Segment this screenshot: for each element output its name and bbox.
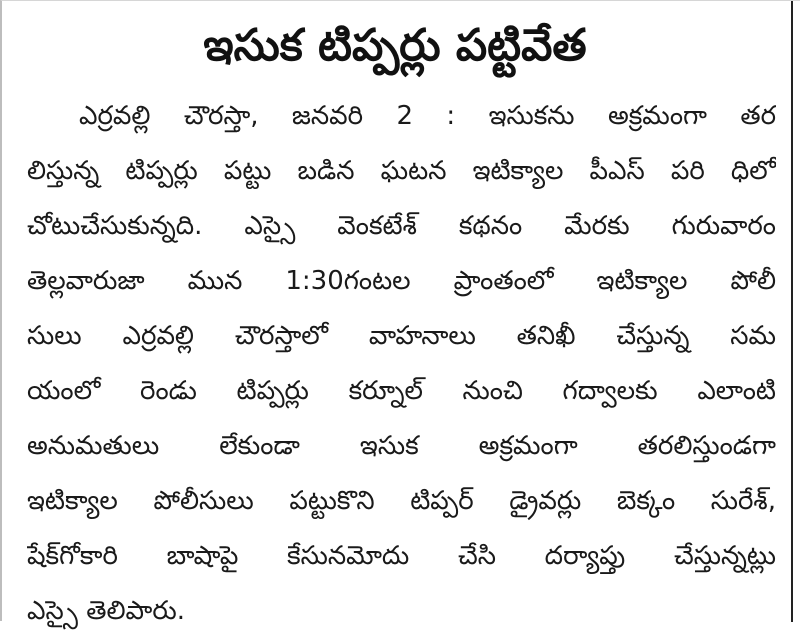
article-line: అనుమతులు లేకుండా ఇసుక అక్రమంగా తరలిస్తుండగా [27, 431, 776, 461]
article-line: ఎర్రవల్లి చౌరస్తా, జనవరి 2 : ఇసుకను అక్రమంగా తర [79, 101, 776, 131]
article-body [27, 89, 776, 639]
article-line: తెల్లవారుజా మున 1:30గంటల ప్రాంతంలో ఇటిక్యాల పోలీ [27, 266, 776, 296]
article-line: ఇటిక్యాల పోలీసులు పట్టుకొని టిప్పర్ డ్రైవర్లు బెక్కం సురేశ్, [27, 486, 776, 516]
article-line: షేక్‌గోకారి బాషాపై కేసునమోదు చేసి దర్యాప్తు చేస్తున్నట్లు [27, 541, 776, 571]
column-rule [791, 1, 793, 622]
article-line: ఎస్సై తెలిపారు. [27, 596, 186, 626]
article-line: సులు ఎర్రవల్లి చౌరస్తాలో వాహనాలు తనిఖీ చేస్తున్న సమ [27, 321, 776, 351]
article-line: యంలో రెండు టిప్పర్లు కర్నూల్ నుంచి గద్వాలకు ఎలాంటి [27, 376, 776, 406]
article-line: చోటుచేసుకున్నది. ఎస్సై వెంకటేశ్ కథనం మేరకు గురువారం [27, 211, 776, 241]
article-line: లిస్తున్న టిప్పర్లు పట్టు బడిన ఘటన ఇటిక్యాల పీఎస్ పరి ధిలో [27, 156, 776, 186]
headline: ఇసుక టిప్పర్లు పట్టివేత [203, 20, 587, 71]
